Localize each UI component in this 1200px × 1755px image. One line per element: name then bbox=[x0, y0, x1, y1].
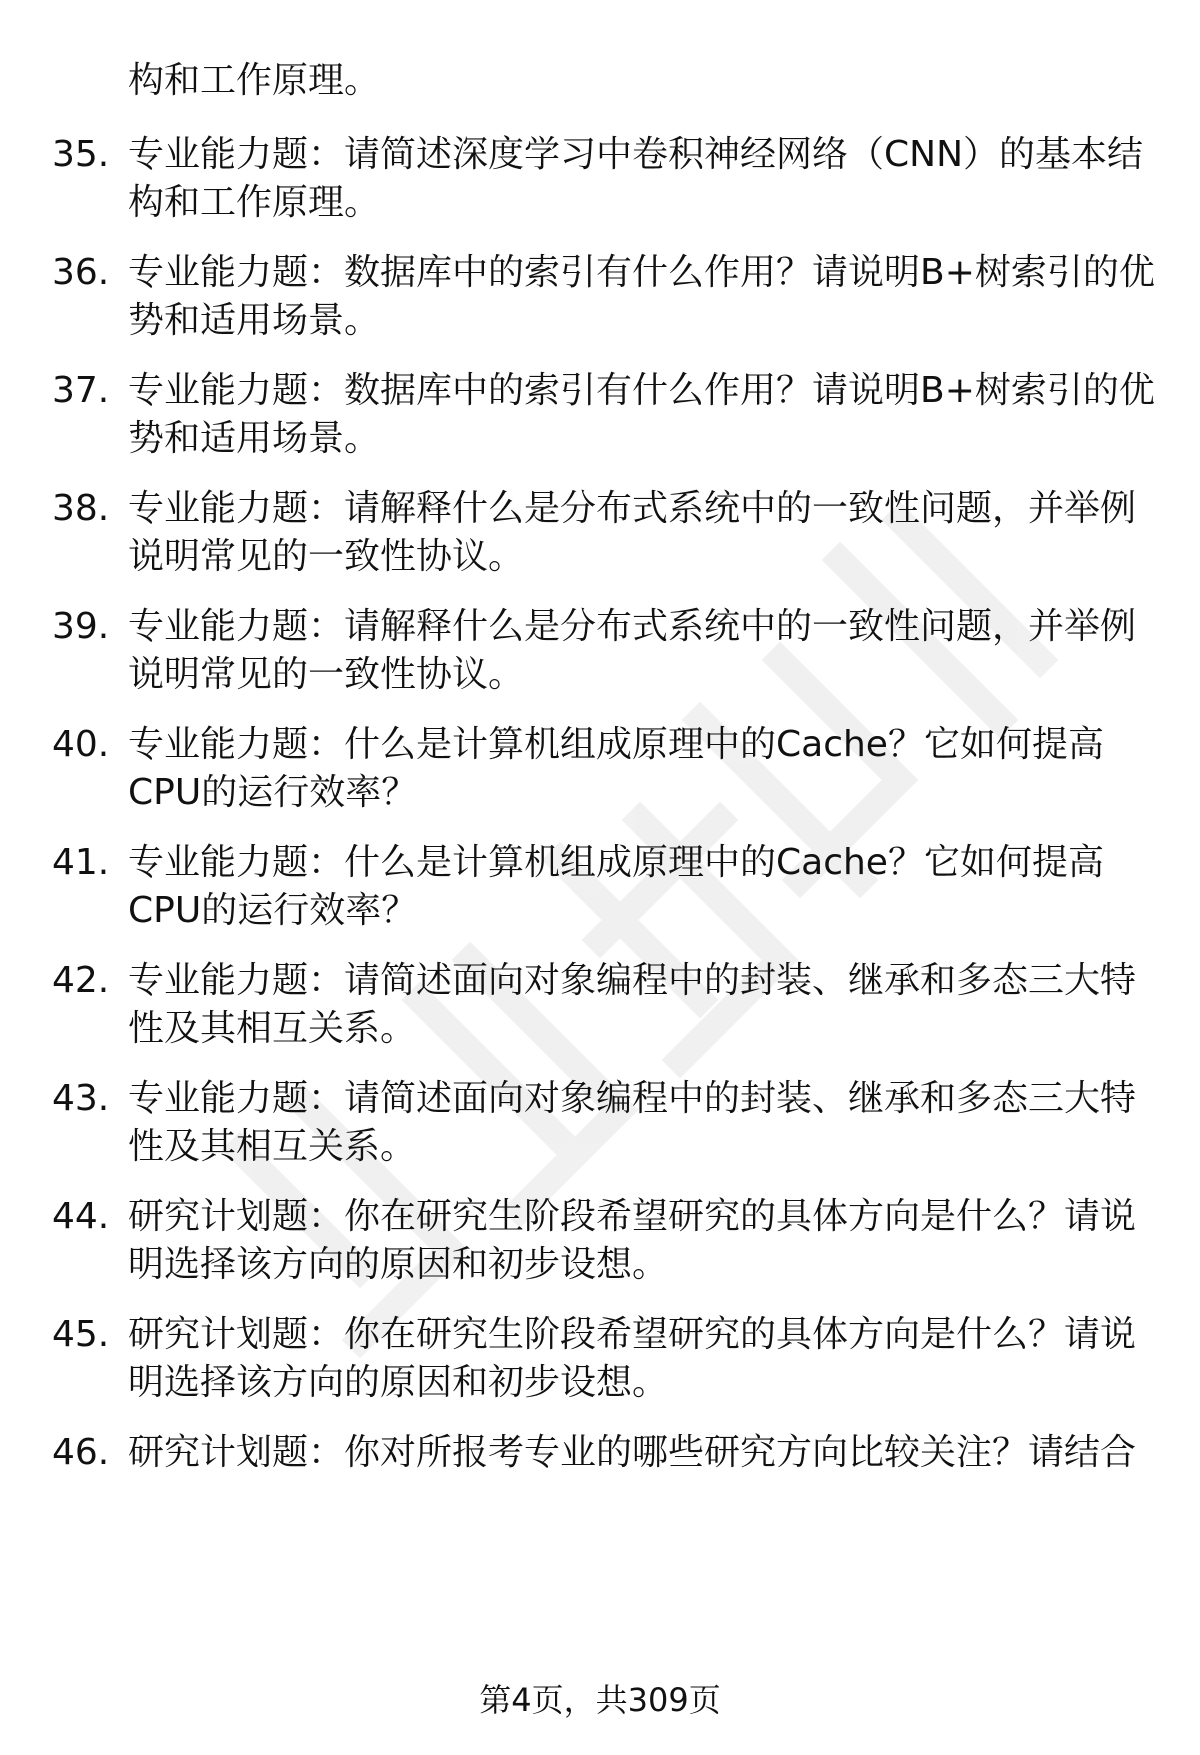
question-text: 专业能力题：什么是计算机组成原理中的Cache？它如何提高CPU的运行效率？ bbox=[128, 842, 1104, 931]
question-number: 42. bbox=[52, 960, 110, 1001]
page-footer: 第4页，共309页 bbox=[479, 1681, 721, 1719]
question-text: 研究计划题：你对所报考专业的哪些研究方向比较关注？请结合 bbox=[128, 1432, 1137, 1473]
question-number: 41. bbox=[52, 842, 110, 883]
question-text: 专业能力题：请解释什么是分布式系统中的一致性问题，并举例说明常见的一致性协议。 bbox=[128, 606, 1137, 695]
question-text: 研究计划题：你在研究生阶段希望研究的具体方向是什么？请说明选择该方向的原因和初步设想。 bbox=[128, 1196, 1137, 1285]
question-text: 专业能力题：请简述深度学习中卷积神经网络（CNN）的基本结构和工作原理。 bbox=[128, 134, 1143, 223]
question-text: 专业能力题：请解释什么是分布式系统中的一致性问题，并举例说明常见的一致性协议。 bbox=[128, 488, 1137, 577]
question-number: 36. bbox=[52, 252, 110, 293]
question-text: 专业能力题：数据库中的索引有什么作用？请说明B+树索引的优势和适用场景。 bbox=[128, 252, 1155, 341]
question-number: 46. bbox=[52, 1432, 110, 1473]
question-text: 研究计划题：你在研究生阶段希望研究的具体方向是什么？请说明选择该方向的原因和初步设想。 bbox=[128, 1314, 1137, 1403]
question-number: 37. bbox=[52, 370, 110, 411]
question-number: 44. bbox=[52, 1196, 110, 1237]
question-number: 43. bbox=[52, 1078, 110, 1119]
continuation-text: 构和工作原理。 bbox=[128, 60, 381, 101]
question-number: 40. bbox=[52, 724, 110, 765]
question-text: 专业能力题：数据库中的索引有什么作用？请说明B+树索引的优势和适用场景。 bbox=[128, 370, 1155, 459]
question-number: 35. bbox=[52, 134, 110, 175]
question-text: 专业能力题：什么是计算机组成原理中的Cache？它如何提高CPU的运行效率？ bbox=[128, 724, 1104, 813]
question-text: 专业能力题：请简述面向对象编程中的封装、继承和多态三大特性及其相互关系。 bbox=[128, 960, 1137, 1049]
question-number: 39. bbox=[52, 606, 110, 647]
question-number: 38. bbox=[52, 488, 110, 529]
question-number: 45. bbox=[52, 1314, 110, 1355]
question-text: 专业能力题：请简述面向对象编程中的封装、继承和多态三大特性及其相互关系。 bbox=[128, 1078, 1137, 1167]
